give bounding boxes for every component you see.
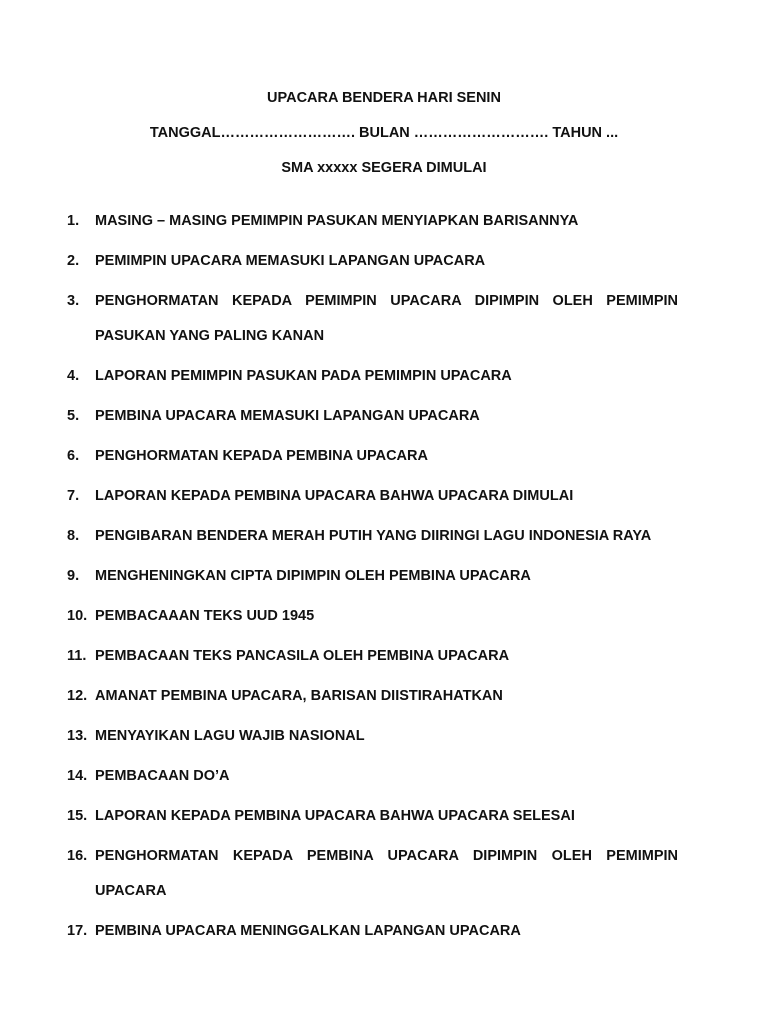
step-number: 7. bbox=[67, 488, 80, 504]
step-text: PEMBACAAN DO’A bbox=[95, 768, 230, 784]
step-number: 1. bbox=[67, 213, 80, 229]
procedure-list bbox=[67, 210, 678, 960]
date-line: TANGGAL………………………. BULAN ………………………. TAHUN ... bbox=[149, 125, 619, 141]
step-text: PEMBACAAN TEKS PANCASILA OLEH PEMBINA UPACARA bbox=[95, 648, 510, 664]
step-number: 17. bbox=[67, 923, 88, 939]
step-number: 15. bbox=[67, 808, 88, 824]
list-item bbox=[67, 250, 678, 279]
list-item bbox=[67, 805, 678, 834]
step-number: 3. bbox=[67, 293, 80, 309]
step-text: MENYAYIKAN LAGU WAJIB NASIONAL bbox=[95, 728, 365, 744]
step-number: 5. bbox=[67, 408, 80, 424]
step-text: PENGHORMATAN KEPADA PEMIMPIN UPACARA DIPIMPIN OLEH PEMIMPIN PASUKAN YANG PALING KANAN bbox=[95, 293, 678, 344]
list-item bbox=[67, 645, 678, 674]
step-number: 11. bbox=[67, 648, 87, 664]
list-item bbox=[67, 445, 678, 474]
step-text: MENGHENINGKAN CIPTA DIPIMPIN OLEH PEMBINA UPACARA bbox=[95, 568, 531, 584]
step-number: 10. bbox=[67, 608, 88, 624]
document-title: UPACARA BENDERA HARI SENIN bbox=[267, 90, 501, 106]
step-text: AMANAT PEMBINA UPACARA, BARISAN DIISTIRAHATKAN bbox=[95, 688, 503, 704]
step-text: MASING – MASING PEMIMPIN PASUKAN MENYIAPKAN BARISANNYA bbox=[95, 213, 579, 229]
list-item bbox=[67, 405, 678, 434]
step-text: PENGHORMATAN KEPADA PEMBINA UPACARA DIPIMPIN OLEH PEMIMPIN UPACARA bbox=[95, 848, 678, 899]
step-number: 16. bbox=[67, 848, 88, 864]
list-item bbox=[67, 210, 678, 239]
step-text: PENGIBARAN BENDERA MERAH PUTIH YANG DIIRINGI LAGU INDONESIA RAYA bbox=[95, 528, 652, 544]
step-number: 14. bbox=[67, 768, 88, 784]
list-item bbox=[67, 920, 678, 949]
step-text: PEMIMPIN UPACARA MEMASUKI LAPANGAN UPACARA bbox=[95, 253, 486, 269]
step-number: 2. bbox=[67, 253, 80, 269]
list-item bbox=[67, 365, 678, 394]
list-item bbox=[67, 685, 678, 714]
list-item bbox=[67, 605, 678, 634]
step-text: LAPORAN KEPADA PEMBINA UPACARA BAHWA UPACARA SELESAI bbox=[95, 808, 575, 824]
step-number: 9. bbox=[67, 568, 80, 584]
step-number: 4. bbox=[67, 368, 80, 384]
step-number: 12. bbox=[67, 688, 88, 704]
step-number: 13. bbox=[67, 728, 88, 744]
list-item bbox=[67, 485, 678, 514]
list-item bbox=[67, 725, 678, 754]
list-item bbox=[67, 765, 678, 794]
list-item bbox=[67, 845, 678, 909]
step-text: PEMBINA UPACARA MEMASUKI LAPANGAN UPACARA bbox=[95, 408, 480, 424]
list-item bbox=[67, 565, 678, 594]
step-text: LAPORAN KEPADA PEMBINA UPACARA BAHWA UPACARA DIMULAI bbox=[95, 488, 574, 504]
step-number: 8. bbox=[67, 528, 80, 544]
step-number: 6. bbox=[67, 448, 80, 464]
step-text: LAPORAN PEMIMPIN PASUKAN PADA PEMIMPIN UPACARA bbox=[95, 368, 512, 384]
list-item bbox=[67, 290, 678, 354]
step-text: PENGHORMATAN KEPADA PEMBINA UPACARA bbox=[95, 448, 428, 464]
document-subtitle: SMA xxxxx SEGERA DIMULAI bbox=[281, 160, 487, 176]
step-text: PEMBINA UPACARA MENINGGALKAN LAPANGAN UPACARA bbox=[95, 923, 521, 939]
step-text: PEMBACAAAN TEKS UUD 1945 bbox=[95, 608, 315, 624]
list-item bbox=[67, 525, 678, 554]
